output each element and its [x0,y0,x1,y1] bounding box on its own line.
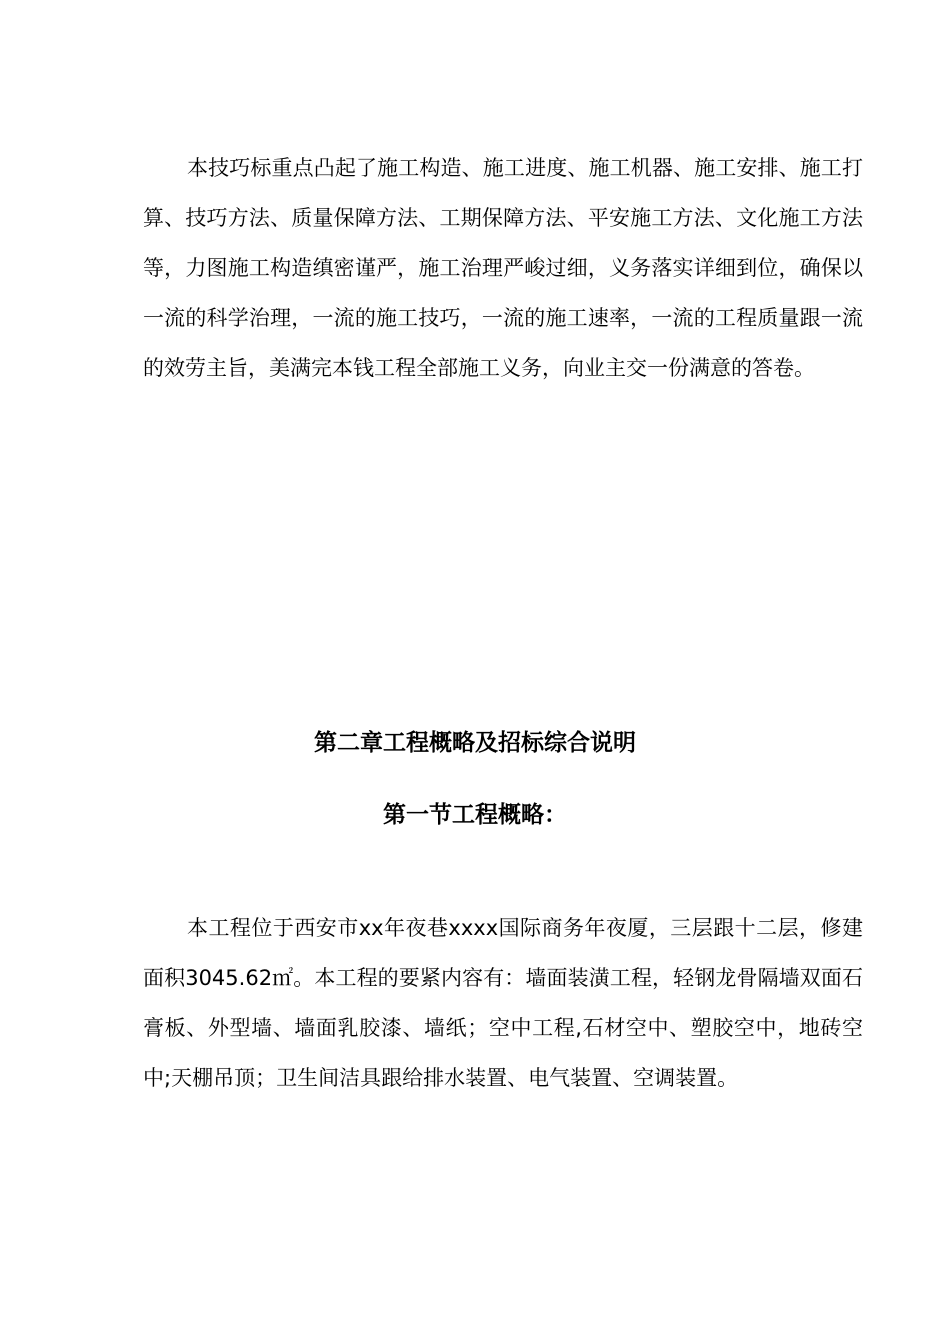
chapter-title: 第二章工程概略及招标综合说明 [314,730,636,756]
intro-paragraph: 本技巧标重点凸起了施工构造、施工进度、施工机器、施工安排、施工打算、技巧方法、质量保障方法、工期保障方法、平安施工方法、文化施工方法等，力图施工构造缜密谨严，施工治理严峻过细，义务落实详细到位，确保以一流的科学治理，一流的施工技巧，一流的施工速率，一流的工程质量跟一流的效劳主旨，美满完本钱工程全部施工义务，向业主交一份满意的答卷。 [143,156,863,380]
overview-paragraph: 本工程位于西安市xx年夜巷xxxx国际商务年夜厦，三层跟十二层，修建面积3045.62㎡。本工程的要紧内容有：墙面装潢工程，轻钢龙骨隔墙双面石膏板、外型墙、墙面乳胶漆、墙纸；空中工程,石材空中、塑胶空中，地砖空中;天棚吊顶；卫生间洁具跟给排水装置、电气装置、空调装置。 [143,916,863,1090]
section-title: 第一节工程概略： [383,802,567,828]
